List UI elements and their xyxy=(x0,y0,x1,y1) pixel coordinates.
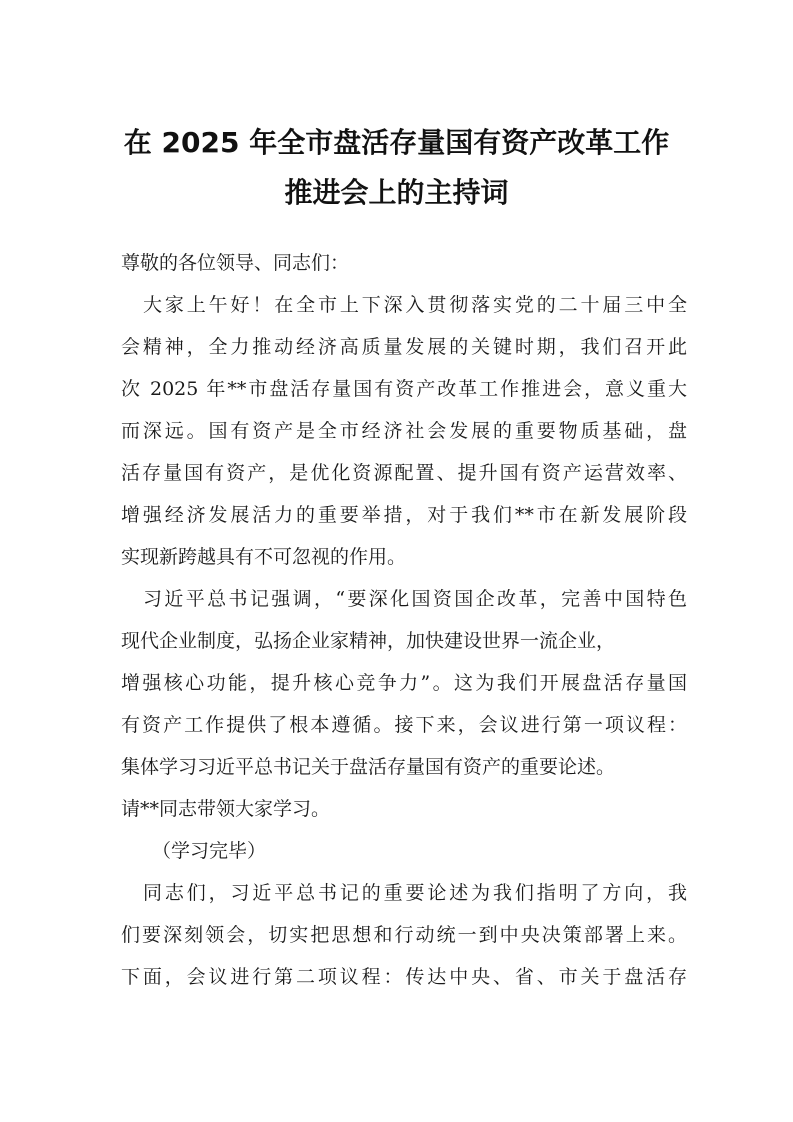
paragraph-line: 大家上午好！在全市上下深入贯彻落实党的二十届三中全 xyxy=(143,294,687,316)
paragraph-line: 次 2025 年**市盘活存量国有资产改革工作推进会，意义重大 xyxy=(121,378,687,400)
paragraph-line: 增强核心功能，提升核心竞争力”。这为我们开展盘活存量国 xyxy=(121,672,687,694)
paragraph-line: 实现新跨越具有不可忽视的作用。 xyxy=(121,546,407,568)
paragraph-line: 活存量国有资产，是优化资源配置、提升国有资产运营效率、 xyxy=(121,462,687,484)
paragraph-line: 同志们，习近平总书记的重要论述为我们指明了方向，我 xyxy=(143,882,687,904)
paragraph-line: 而深远。国有资产是全市经济社会发展的重要物质基础，盘 xyxy=(121,420,687,442)
paragraph-line: 集体学习习近平总书记关于盘活存量国有资产的重要论述。 xyxy=(121,756,616,778)
paragraph-line: （学习完毕） xyxy=(152,840,267,862)
document-title-line-1: 在 2025 年全市盘活存量国有资产改革工作 xyxy=(123,126,670,159)
paragraph-line: 有资产工作提供了根本遵循。接下来，会议进行第一项议程： xyxy=(121,714,687,736)
paragraph-line: 下面，会议进行第二项议程：传达中央、省、市关于盘活存 xyxy=(121,966,687,988)
paragraph-line: 增强经济发展活力的重要举措，对于我们**市在新发展阶段 xyxy=(121,504,687,526)
paragraph-line: 请**同志带领大家学习。 xyxy=(121,798,331,820)
document-title-line-2: 推进会上的主持词 xyxy=(284,176,509,209)
paragraph-line: 会精神，全力推动经济高质量发展的关键时期，我们召开此 xyxy=(121,336,687,358)
paragraph-line: 现代企业制度，弘扬企业家精神，加快建设世界一流企业， xyxy=(121,630,616,652)
paragraph-line: 们要深刻领会，切实把思想和行动统一到中央决策部署上来。 xyxy=(121,924,687,946)
salutation: 尊敬的各位领导、同志们： xyxy=(121,252,350,274)
paragraph-line: 习近平总书记强调，“要深化国资国企改革，完善中国特色 xyxy=(143,588,687,610)
